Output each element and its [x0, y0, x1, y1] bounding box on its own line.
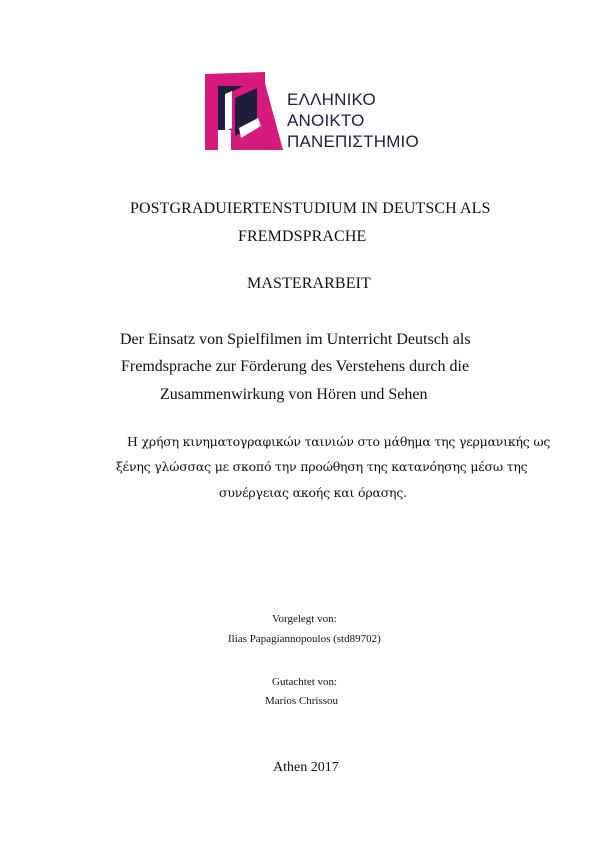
- reviewed-by-label: Gutachtet von:: [272, 676, 338, 688]
- logo-wordmark: [287, 89, 419, 152]
- greek-title-line-1: Η χρήση κινηματογραφικών ταινιών στο μάθημα της γερμανικής ως: [127, 434, 551, 449]
- program-line-1: POSTGRADUIERTENSTUDIUM IN DEUTSCH ALS: [130, 200, 491, 217]
- supervisor-name: Marios Chrissou: [265, 695, 339, 707]
- german-title-line-1: Der Einsatz von Spielfilmen im Unterricht Deutsch als: [120, 331, 471, 348]
- german-title-line-2: Fremdsprache zur Förderung des Verstehens durch die: [121, 358, 470, 375]
- document-type: MASTERARBEIT: [247, 275, 371, 292]
- greek-title-line-3: συνέργειας ακοής και όρασης.: [219, 485, 407, 500]
- open-book-logo-icon: [205, 72, 285, 152]
- logo-line-3: ΠΑΝΕΠΙΣΤΗΜΙΟ: [287, 132, 419, 151]
- author-name: Ilias Papagiannopoulos (std89702): [228, 633, 381, 645]
- place-and-year: Athen 2017: [273, 760, 339, 775]
- submitted-by-label: Vorgelegt von:: [272, 613, 337, 625]
- greek-title-line-2: ξένης γλώσσας με σκοπό την προώθηση της κατανόησης μέσω της: [116, 459, 528, 474]
- program-line-2: FREMDSPRACHE: [238, 228, 367, 245]
- german-title-line-3: Zusammenwirkung von Hören und Sehen: [160, 386, 428, 403]
- university-logo: [205, 72, 419, 152]
- logo-line-2: ΑΝΟΙΚΤΟ: [287, 111, 365, 130]
- logo-line-1: ΕΛΛΗΝΙΚΟ: [287, 90, 376, 109]
